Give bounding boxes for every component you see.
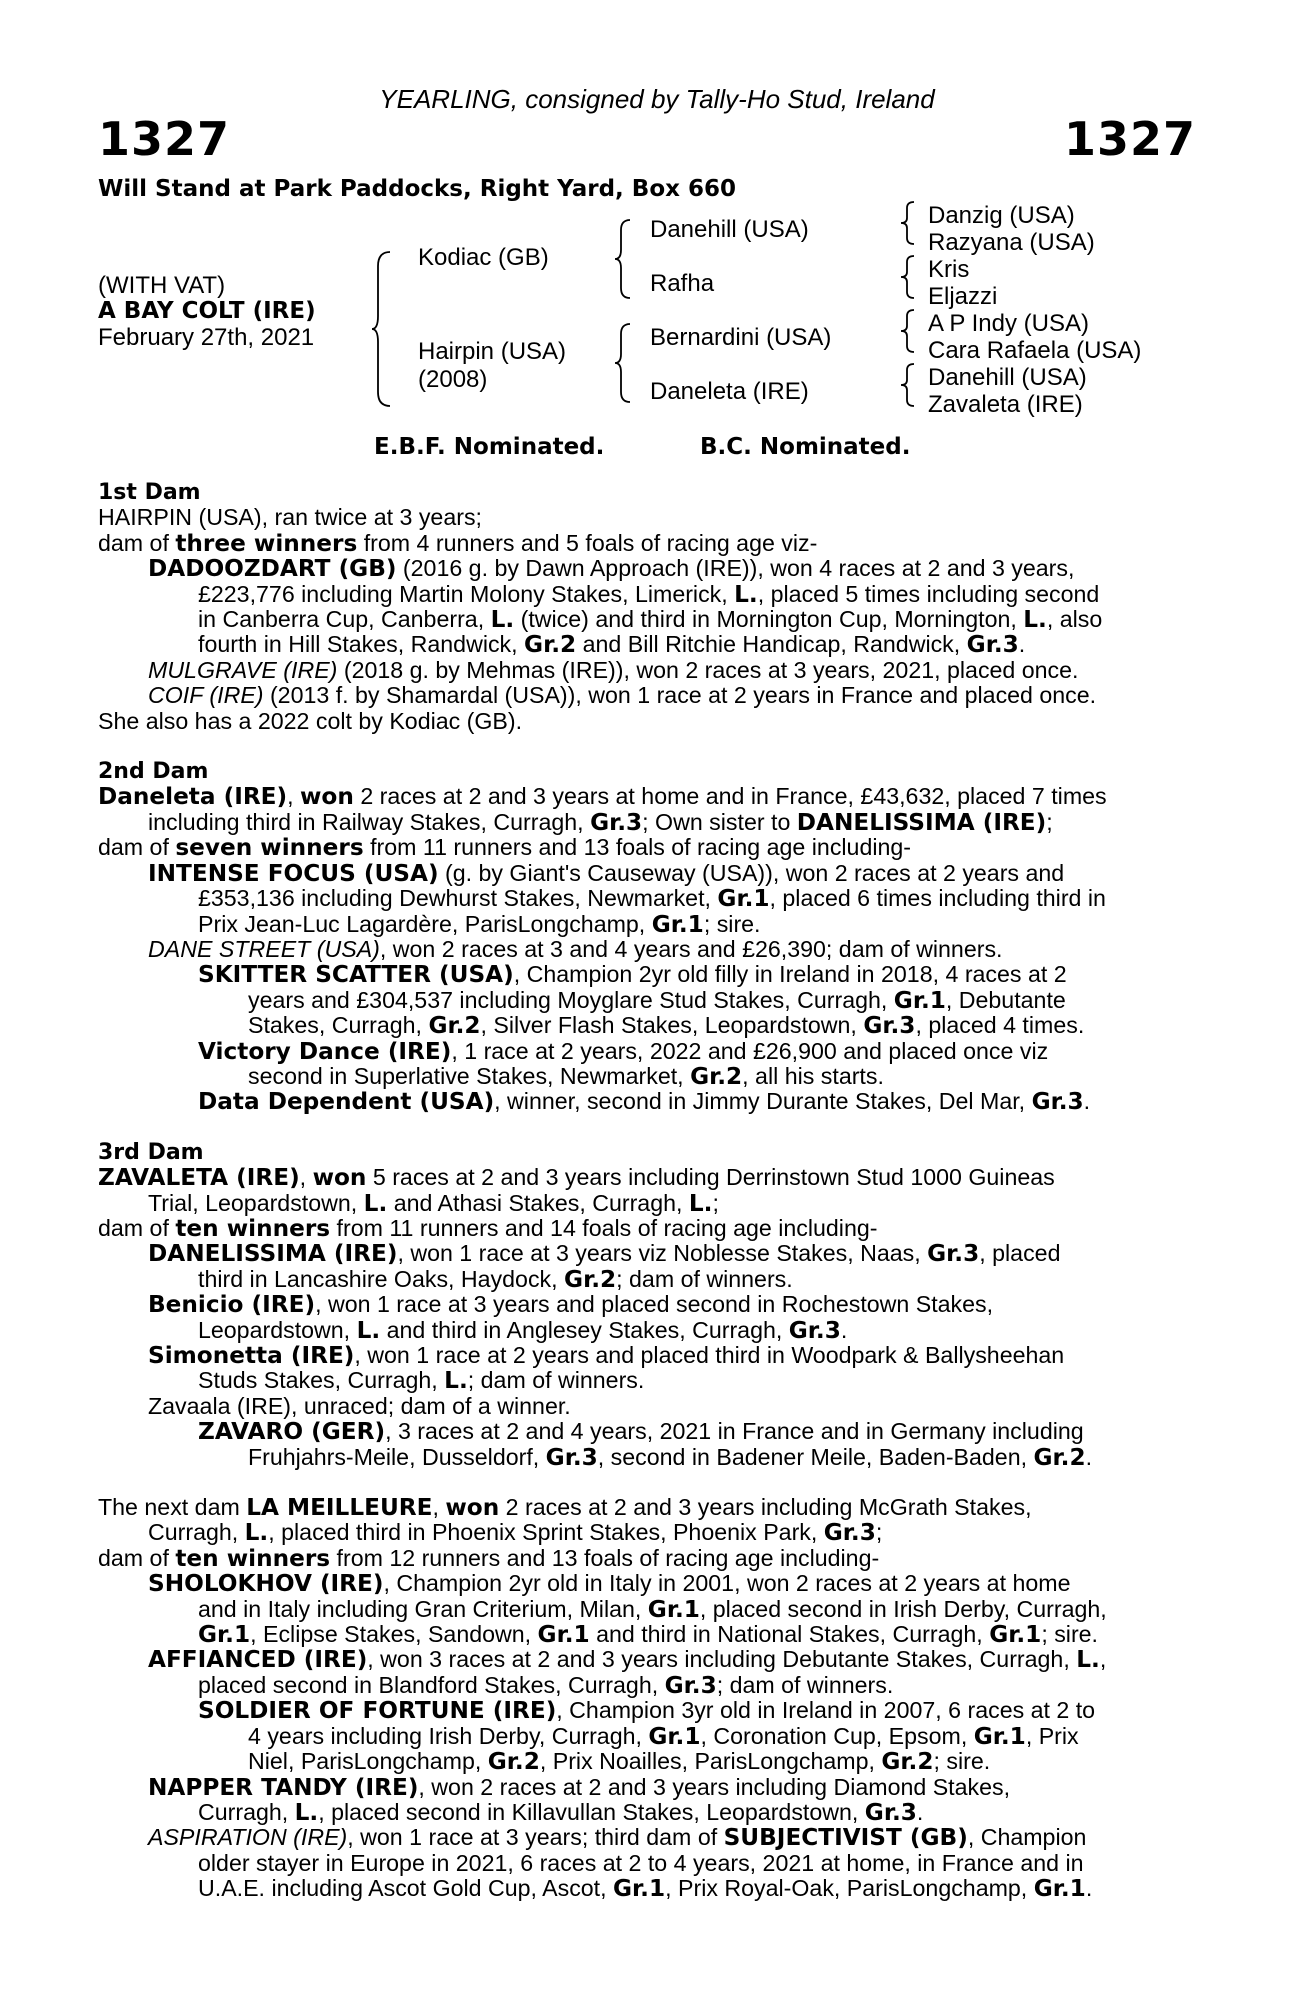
gen2-sire-dam: Rafha xyxy=(650,270,715,297)
horse-name: A BAY COLT (IRE) xyxy=(98,298,316,324)
text-line: in Canberra Cup, Canberra, L. (twice) and third in Mornington Cup, Mornington, L., also xyxy=(198,606,1103,634)
gen3-1: Danzig (USA) xyxy=(928,202,1075,229)
gen3-2: Razyana (USA) xyxy=(928,229,1095,256)
text-line: NAPPER TANDY (IRE), won 2 races at 2 and 3 years including Diamond Stakes, xyxy=(148,1773,1011,1801)
text-line: second in Superlative Stakes, Newmarket, Gr.2, all his starts. xyxy=(248,1062,884,1090)
gen2-dam-sire: Bernardini (USA) xyxy=(650,324,832,351)
produce-record xyxy=(98,480,1202,1902)
text-line: SKITTER SCATTER (USA), Champion 2yr old filly in Ireland in 2018, 4 races at 2 xyxy=(198,961,1067,989)
text-line: Curragh, L., placed second in Killavullan Stakes, Leopardstown, Gr.3. xyxy=(198,1798,924,1826)
pedigree-brace-main xyxy=(370,250,392,408)
stand-location: Will Stand at Park Paddocks, Right Yard, Box 660 xyxy=(98,176,736,202)
text-line: DANELISSIMA (IRE), won 1 race at 3 years viz Noblesse Stakes, Naas, Gr.3, placed xyxy=(148,1240,1061,1268)
text-line: ZAVALETA (IRE), won 5 races at 2 and 3 years including Derrinstown Stud 1000 Guineas xyxy=(98,1164,1055,1192)
text-line: ASPIRATION (IRE), won 1 race at 3 years; third dam of SUBJECTIVIST (GB), Champion xyxy=(148,1824,1087,1852)
gen3-7: Danehill (USA) xyxy=(928,364,1087,391)
text-line: Fruhjahrs-Meile, Dusseldorf, Gr.3, second in Badener Meile, Baden-Baden, Gr.2. xyxy=(248,1443,1093,1471)
gen3-4: Eljazzi xyxy=(928,283,998,310)
text-line: Victory Dance (IRE), 1 race at 2 years, 2022 and £26,900 and placed once viz xyxy=(198,1037,1049,1065)
text-line: dam of three winners from 4 runners and 5 foals of racing age viz- xyxy=(98,529,818,557)
text-line: dam of ten winners from 12 runners and 13 foals of racing age including- xyxy=(98,1544,880,1572)
text-line: HAIRPIN (USA), ran twice at 3 years; xyxy=(98,504,482,531)
text-line: Studs Stakes, Curragh, L.; dam of winners. xyxy=(198,1367,645,1395)
text-line: Zavaala (IRE), unraced; dam of a winner. xyxy=(148,1392,571,1419)
gen3-3: Kris xyxy=(928,256,970,283)
text-line: including third in Railway Stakes, Curragh, Gr.3; Own sister to DANELISSIMA (IRE); xyxy=(148,808,1053,836)
bc-nomination: B.C. Nominated. xyxy=(700,434,911,460)
gen3-8: Zavaleta (IRE) xyxy=(928,391,1083,418)
text-line: DADOOZDART (GB) (2016 g. by Dawn Approach (IRE)), won 4 races at 2 and 3 years, xyxy=(148,555,1075,583)
text-line: Niel, ParisLongchamp, Gr.2, Prix Noailles, ParisLongchamp, Gr.2; sire. xyxy=(248,1748,991,1776)
text-line: Benicio (IRE), won 1 race at 3 years and placed second in Rochestown Stakes, xyxy=(148,1291,994,1319)
lot-number-right: 1327 xyxy=(1063,112,1196,166)
text-line: SOLDIER OF FORTUNE (IRE), Champion 3yr old in Ireland in 2007, 6 races at 2 to xyxy=(198,1697,1096,1725)
text-line: She also has a 2022 colt by Kodiac (GB). xyxy=(98,707,523,734)
gen2-sire-sire: Danehill (USA) xyxy=(650,216,809,243)
text-line: older stayer in Europe in 2021, 6 races at 2 to 4 years, 2021 at home, in France and in xyxy=(198,1849,1084,1876)
gen3-5: A P Indy (USA) xyxy=(928,310,1089,337)
text-line: DANE STREET (USA), won 2 races at 3 and 4 years and £26,390; dam of winners. xyxy=(148,935,1003,962)
text-line: INTENSE FOCUS (USA) (g. by Giant's Causeway (USA)), won 2 races at 2 years and xyxy=(148,859,1065,887)
section-heading-1st-dam: 1st Dam xyxy=(98,480,201,505)
text-line: £353,136 including Dewhurst Stakes, Newmarket, Gr.1, placed 6 times including third in xyxy=(198,885,1106,913)
sire-name: Kodiac (GB) xyxy=(418,244,549,271)
text-line: 4 years including Irish Derby, Curragh, Gr.1, Coronation Cup, Epsom, Gr.1, Prix xyxy=(248,1722,1079,1750)
text-line: fourth in Hill Stakes, Randwick, Gr.2 and Bill Ritchie Handicap, Randwick, Gr.3. xyxy=(198,631,1026,659)
text-line: SHOLOKHOV (IRE), Champion 2yr old in Italy in 2001, won 2 races at 2 years at home xyxy=(148,1570,1071,1598)
dam-name: Hairpin (USA) xyxy=(418,338,567,365)
text-line: and in Italy including Gran Criterium, Milan, Gr.1, placed second in Irish Derby, Curragh, xyxy=(198,1595,1107,1623)
text-line: Prix Jean-Luc Lagardère, ParisLongchamp, Gr.1; sire. xyxy=(198,910,761,938)
text-line: Daneleta (IRE), won 2 races at 2 and 3 years at home and in France, £43,632, placed 7 times xyxy=(98,783,1107,811)
text-line: U.A.E. including Ascot Gold Cup, Ascot, Gr.1, Prix Royal-Oak, ParisLongchamp, Gr.1. xyxy=(198,1875,1093,1903)
text-line: Curragh, L., placed third in Phoenix Sprint Stakes, Phoenix Park, Gr.3; xyxy=(148,1519,883,1547)
gen3-6: Cara Rafaela (USA) xyxy=(928,337,1142,364)
text-line: Stakes, Curragh, Gr.2, Silver Flash Stakes, Leopardstown, Gr.3, placed 4 times. xyxy=(248,1012,1085,1040)
dam-brace xyxy=(612,322,634,404)
text-line: COIF (IRE) (2013 f. by Shamardal (USA)), won 1 race at 2 years in France and placed once. xyxy=(148,682,1097,709)
dam-year: (2008) xyxy=(418,366,488,393)
text-line: dam of ten winners from 11 runners and 14 foals of racing age including- xyxy=(98,1214,878,1242)
text-line: placed second in Blandford Stakes, Curragh, Gr.3; dam of winners. xyxy=(198,1671,894,1699)
text-line: AFFIANCED (IRE), won 3 races at 2 and 3 years including Debutante Stakes, Curragh, L., xyxy=(148,1646,1107,1674)
text-line: years and £304,537 including Moyglare Stud Stakes, Curragh, Gr.1, Debutante xyxy=(248,986,1066,1014)
text-line: dam of seven winners from 11 runners and 13 foals of racing age including- xyxy=(98,834,912,862)
text-line: The next dam LA MEILLEURE, won 2 races at 2 and 3 years including McGrath Stakes, xyxy=(98,1494,1032,1522)
text-line: MULGRAVE (IRE) (2018 g. by Mehmas (IRE)), won 2 races at 3 years, 2021, placed once. xyxy=(148,656,1079,683)
ebf-nomination: E.B.F. Nominated. xyxy=(374,434,605,460)
consignment-subtitle: YEARLING, consigned by Tally-Ho Stud, Ireland xyxy=(379,84,935,114)
gen3-brace-2 xyxy=(898,254,918,300)
text-line: third in Lancashire Oaks, Haydock, Gr.2; dam of winners. xyxy=(198,1265,793,1293)
sire-brace xyxy=(612,218,634,300)
text-line: Trial, Leopardstown, L. and Athasi Stakes, Curragh, L.; xyxy=(148,1189,719,1217)
gen3-brace-3 xyxy=(898,308,918,354)
text-line: £223,776 including Martin Molony Stakes, Limerick, L., placed 5 times including second xyxy=(198,580,1100,608)
vat-note: (WITH VAT) xyxy=(98,272,226,299)
lot-number-left: 1327 xyxy=(98,112,231,166)
text-line: ZAVARO (GER), 3 races at 2 and 4 years, 2021 in France and in Germany including xyxy=(198,1418,1084,1446)
gen3-brace-4 xyxy=(898,362,918,408)
section-heading-3rd-dam: 3rd Dam xyxy=(98,1139,204,1165)
text-line: Simonetta (IRE), won 1 race at 2 years and placed third in Woodpark & Ballysheehan xyxy=(148,1342,1065,1369)
foaling-date: February 27th, 2021 xyxy=(98,324,315,351)
text-line: Gr.1, Eclipse Stakes, Sandown, Gr.1 and third in National Stakes, Curragh, Gr.1; sire. xyxy=(198,1621,1099,1649)
text-line: Leopardstown, L. and third in Anglesey Stakes, Curragh, Gr.3. xyxy=(198,1316,848,1344)
gen2-dam-dam: Daneleta (IRE) xyxy=(650,378,809,405)
text-line: Data Dependent (USA), winner, second in Jimmy Durante Stakes, Del Mar, Gr.3. xyxy=(198,1088,1091,1116)
gen3-brace-1 xyxy=(898,200,918,246)
section-heading-2nd-dam: 2nd Dam xyxy=(98,759,209,785)
